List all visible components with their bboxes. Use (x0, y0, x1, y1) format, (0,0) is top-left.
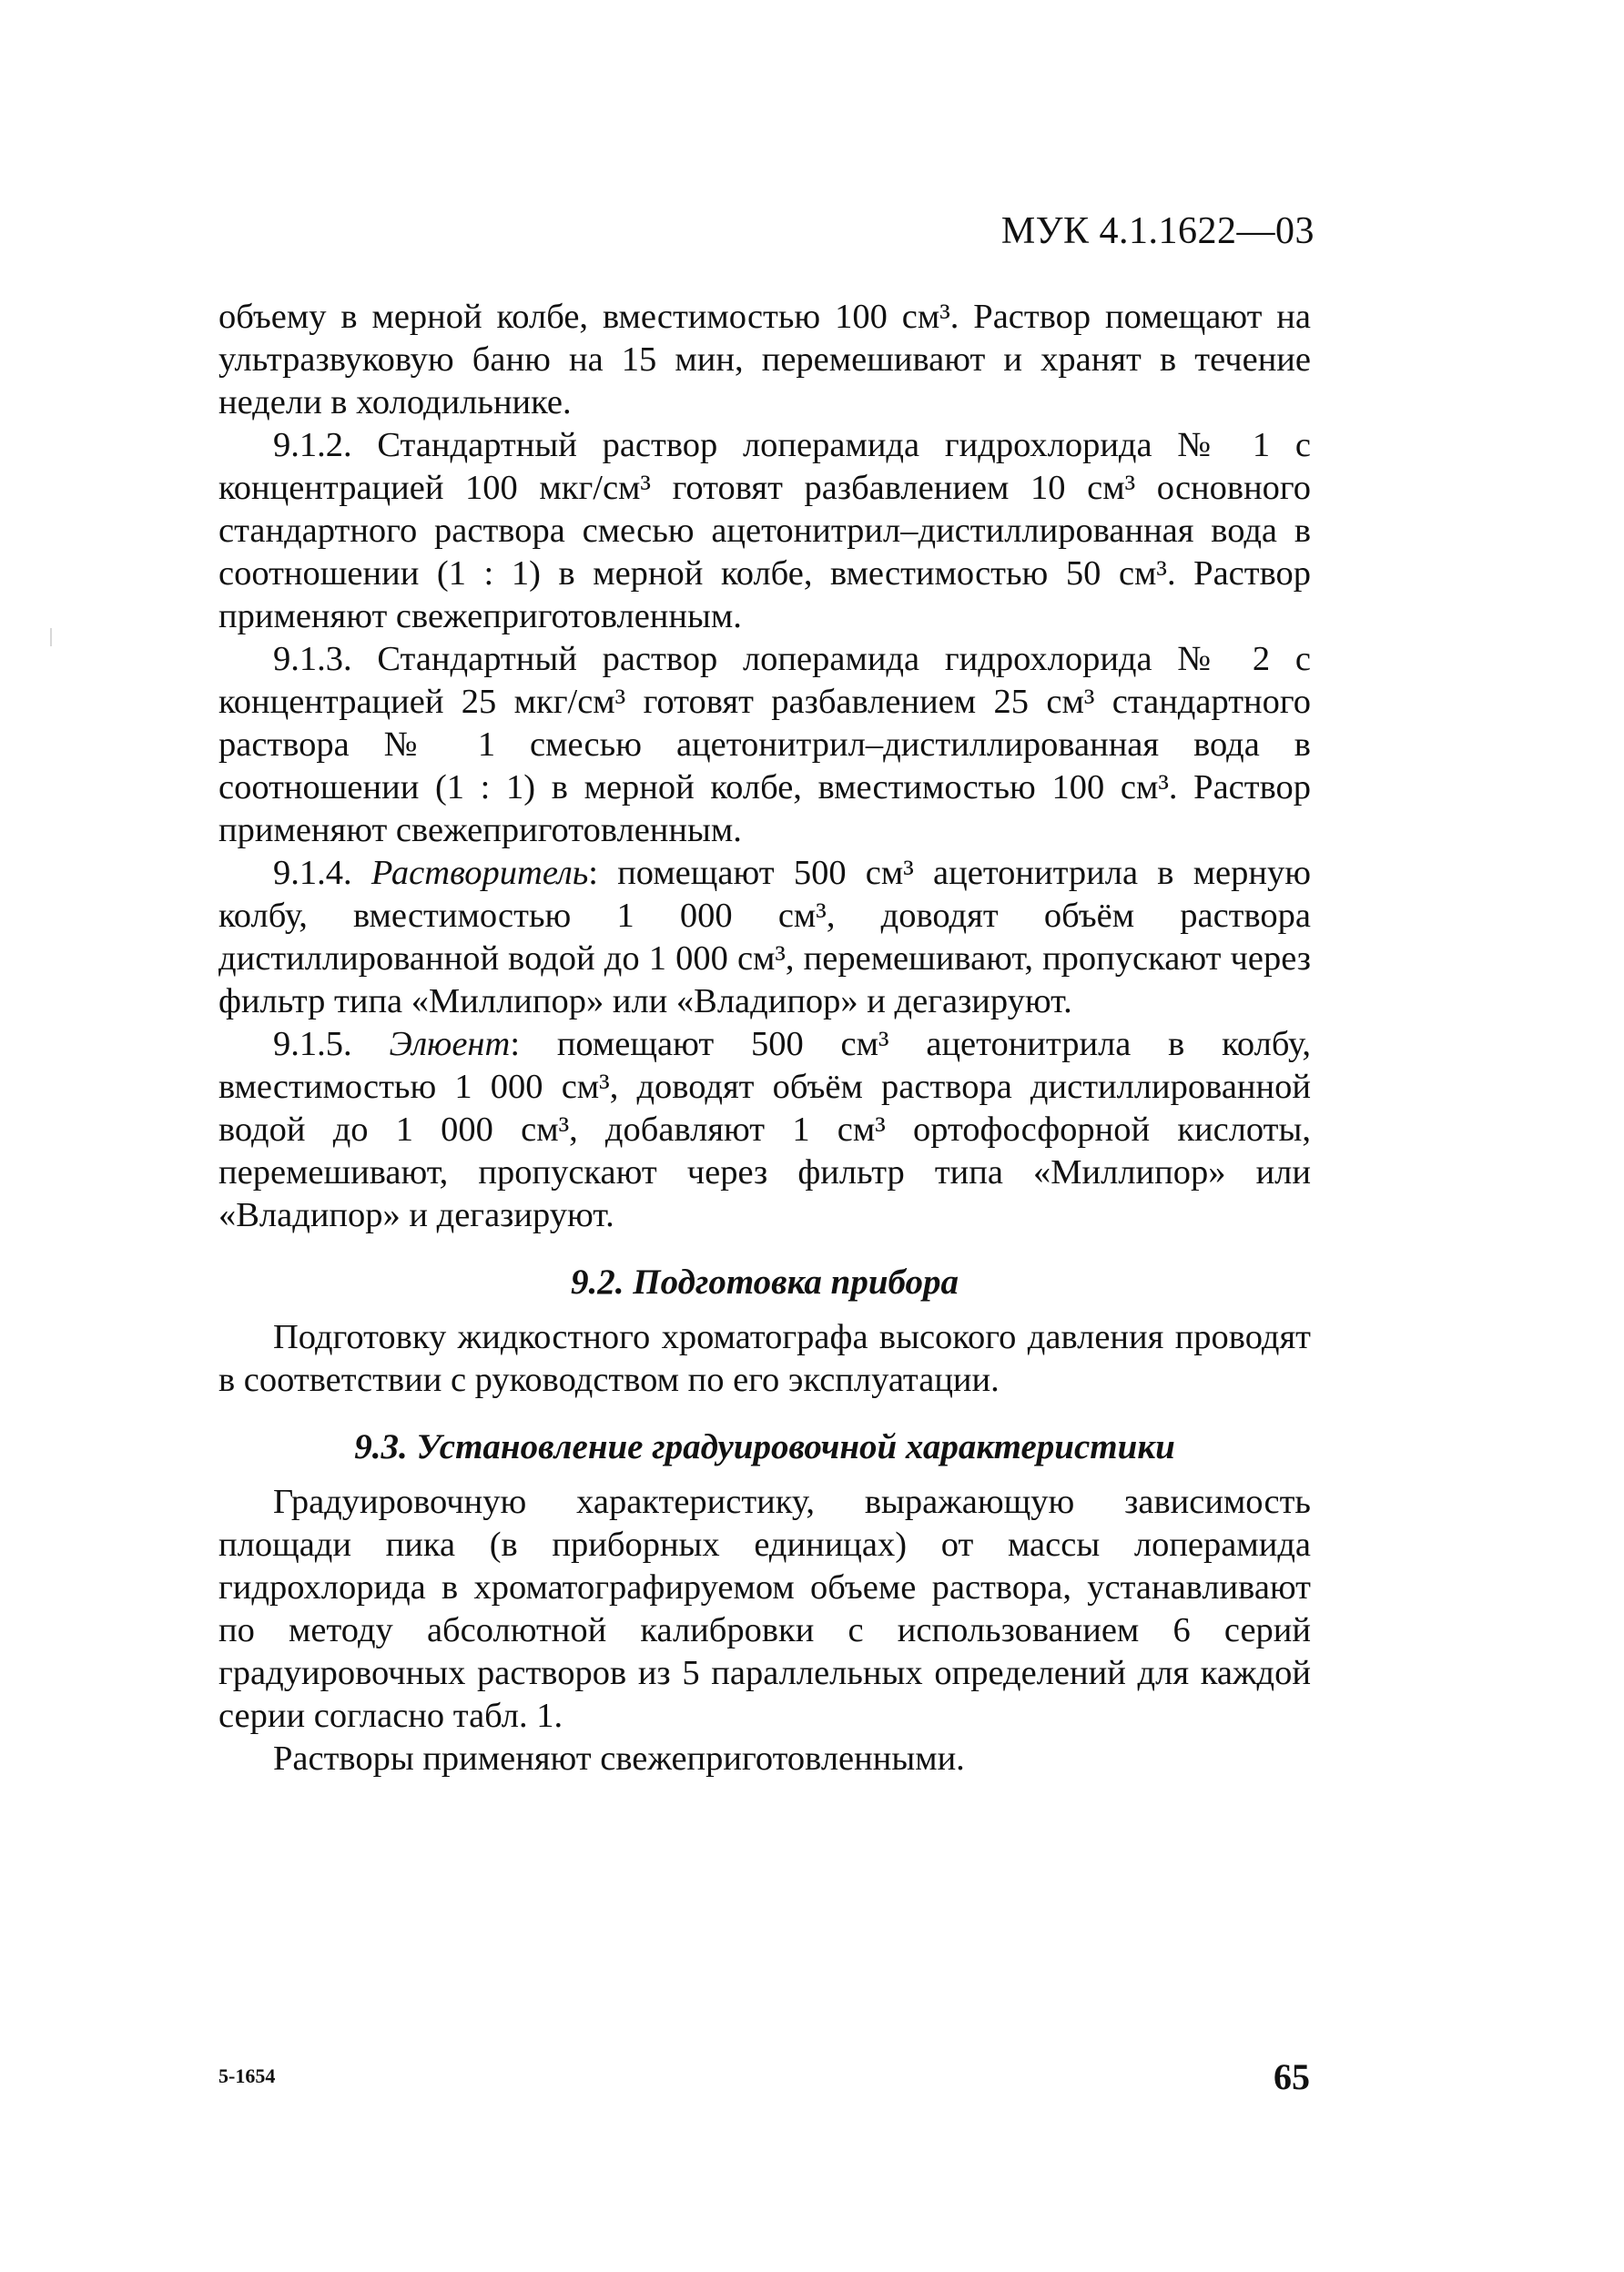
section-heading-9-2: 9.2. Подготовка прибора (571, 1263, 959, 1302)
item-text: : помещают 500 см³ ацетонитрила в колбу, вместимостью 1 000 см³, доводят объём раствора дистиллированной водой до 1 000 см³, добавляют 1 см³ ортофосфорной кислоты, перемешивают, пропускают через фильтр типа «Миллипор» или «Владипор» и дегазируют. (218, 1025, 1312, 1234)
paragraph-9-1-5 (218, 1023, 1311, 1237)
paragraph-9-1-2: 9.1.2. Стандартный раствор лоперамида гидрохлорида № 1 с концентрацией 100 мкг/см³ готовят разбавлением 10 см³ основного стандартного раствора смесью ацетонитрил–дистиллированная вода в соотношении (1 : 1) в мерной колбе, вместимостью 50 см³. Раствор применяют свежеприготовленным. (218, 426, 1311, 635)
paragraph-continuation: объему в мерной колбе, вместимостью 100 см³. Раствор помещают на ультразвуковую баню на 15 мин, перемешивают и хранят в течение недели в холодильнике. (218, 298, 1311, 421)
page-number: 65 (1274, 2056, 1310, 2097)
paragraph-9-2: Подготовку жидкостного хроматографа высокого давления проводят в соответствии с руководством по его эксплуатации. (218, 1318, 1311, 1399)
item-number: 9.1.5. (273, 1025, 352, 1063)
body-text (218, 296, 1311, 1780)
paragraph-9-3-note: Растворы применяют свежеприготовленными. (273, 1740, 965, 1778)
document-code-header: МУК 4.1.1622—03 (1000, 210, 1314, 252)
paragraph-9-1-3: 9.1.3. Стандартный раствор лоперамида гидрохлорида № 2 с концентрацией 25 мкг/см³ готовят разбавлением 25 см³ стандартного раствора № 1 смесью ацетонитрил–дистиллированная вода в соотношении (1 : 1) в мерной колбе, вместимостью 100 см³. Раствор применяют свежеприготовленным. (218, 640, 1311, 849)
sheet-signature-mark: 5-1654 (218, 2064, 276, 2087)
item-text: : помещают 500 см³ ацетонитрила в мерную колбу, вместимостью 1 000 см³, доводят объём раствора дистиллированной водой до 1 000 см³, перемешивают, пропускают через фильтр типа «Миллипор» или «Владипор» и дегазируют. (218, 854, 1312, 1020)
term-solvent: Растворитель (370, 854, 589, 892)
scan-artifact (50, 628, 52, 646)
term-eluent: Элюент (389, 1025, 511, 1063)
paragraph-9-3: Градуировочную характеристику, выражающую зависимость площади пика (в приборных единицах) от массы лоперамида гидрохлорида в хроматографируемом объеме раствора, устанавливают по методу абсолютной калибровки с использованием 6 серий градуировочных растворов из 5 параллельных определений для каждой серии согласно табл. 1. (218, 1483, 1311, 1735)
section-heading-9-3: 9.3. Установление градуировочной характеристики (354, 1427, 1175, 1466)
paragraph-9-1-4 (218, 852, 1311, 1023)
item-number: 9.1.4. (273, 854, 352, 892)
